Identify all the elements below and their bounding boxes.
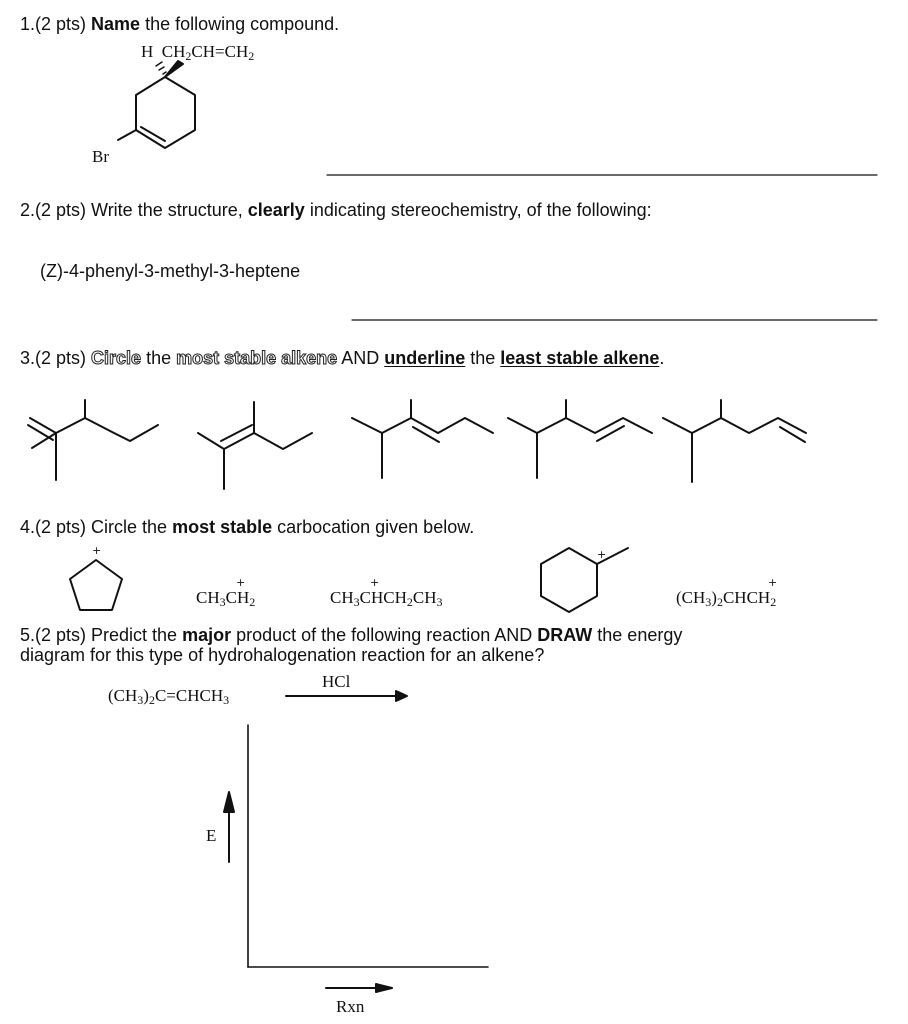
reactant-formula: $(CH_3)_2C=CHCH_3$ bbox=[108, 686, 230, 707]
carbocation-2-charge: + bbox=[236, 576, 246, 589]
carbocation-3-charge: + bbox=[370, 576, 380, 589]
carbocation-1-cyclopentyl bbox=[70, 560, 122, 610]
question-1-prompt: 1.(2 pts) Name the following compound. bbox=[20, 14, 340, 34]
energy-axis-label: E bbox=[206, 826, 217, 845]
q2-compound-name: (Z)-4-phenyl-3-methyl-3-heptene bbox=[40, 261, 301, 281]
alkene-5 bbox=[663, 400, 806, 482]
carbocation-3-formula: $CH_3CHCH_2CH_3$ bbox=[330, 588, 443, 609]
carbocation-1-charge: + bbox=[92, 544, 102, 557]
carbocation-5-formula: $(CH_3)_2CHCH_2$ bbox=[676, 588, 777, 609]
q1-hash-bond bbox=[156, 62, 166, 74]
alkene-1 bbox=[28, 400, 158, 480]
question-3-prompt: 3.(2 pts) Circle the most stable alkene AND underline the least stable alkene. bbox=[20, 348, 665, 368]
energy-arrow bbox=[224, 792, 234, 862]
q1-bromo-label: Br bbox=[92, 147, 109, 166]
q1-wedge-bond bbox=[165, 61, 183, 77]
carbocation-2-formula: $CH_3CH_2$ bbox=[196, 588, 256, 609]
carbocation-4-charge: + bbox=[597, 548, 607, 561]
question-4-prompt: 4.(2 pts) Circle the most stable carbocation given below. bbox=[20, 517, 475, 537]
reaction-arrow bbox=[286, 691, 407, 701]
question-5-prompt-line2: diagram for this type of hydrohalogenation reaction for an alkene? bbox=[20, 645, 545, 665]
q1-substituent-label: H $CH_2CH=CH_2$ bbox=[141, 42, 255, 63]
reaction-coordinate-arrow bbox=[326, 984, 392, 992]
reagent-label: HCl bbox=[322, 672, 351, 691]
q1-ring-double-bond bbox=[141, 127, 165, 141]
alkene-3 bbox=[352, 400, 493, 478]
alkene-2 bbox=[198, 402, 312, 489]
alkene-4 bbox=[508, 400, 652, 478]
q1-ring bbox=[136, 77, 195, 148]
question-5-prompt: 5.(2 pts) Predict the major product of the following reaction AND DRAW the energy bbox=[20, 625, 683, 645]
carbocation-5-charge: + bbox=[768, 576, 778, 589]
carbocation-4-cyclohexyl bbox=[541, 548, 628, 612]
reaction-axis-label: Rxn bbox=[336, 997, 365, 1016]
q1-br-bond bbox=[118, 130, 136, 140]
question-2-prompt: 2.(2 pts) Write the structure, clearly indicating stereochemistry, of the following: bbox=[20, 200, 652, 220]
q1-structure bbox=[118, 61, 195, 148]
